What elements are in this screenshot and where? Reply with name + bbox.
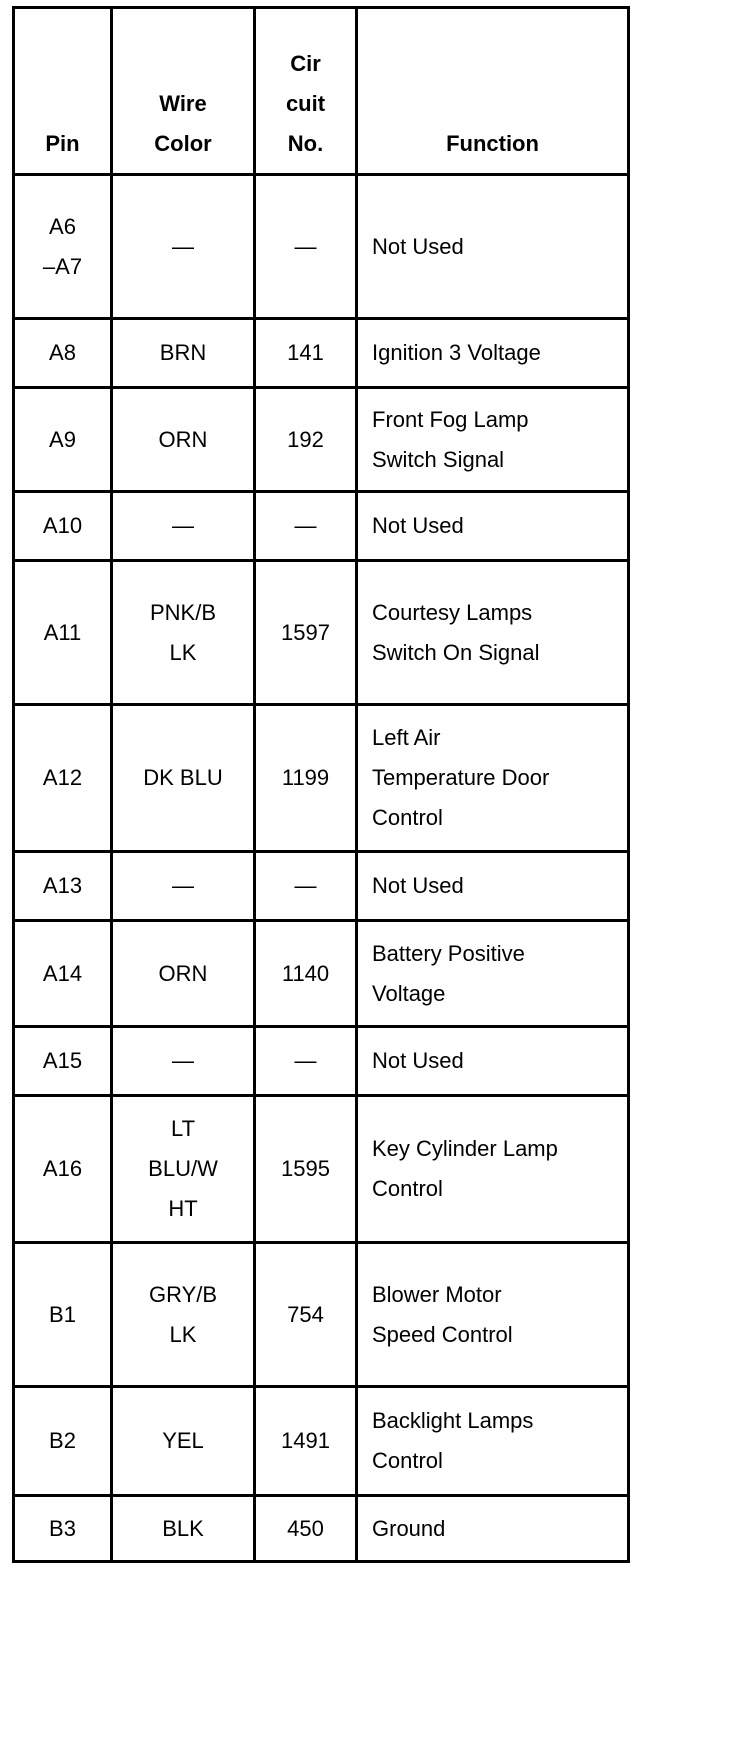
- header-pin: Pin: [14, 8, 112, 175]
- function-cell: Not Used: [357, 1027, 629, 1096]
- circuit-cell: —: [255, 492, 357, 561]
- wire-color-cell: ORN: [112, 921, 255, 1027]
- circuit-cell: —: [255, 1027, 357, 1096]
- function-cell: Ground: [357, 1496, 629, 1562]
- circuit-cell: —: [255, 175, 357, 319]
- function-cell: Key Cylinder Lamp Control: [357, 1096, 629, 1243]
- table-row: [14, 1243, 629, 1387]
- wire-color-cell: —: [112, 852, 255, 921]
- wire-color-cell: BRN: [112, 319, 255, 388]
- circuit-cell: 450: [255, 1496, 357, 1562]
- pin-cell: A9: [14, 388, 112, 492]
- wire-color-cell: BLK: [112, 1496, 255, 1562]
- header-wire-color: Wire Color: [112, 8, 255, 175]
- header-circuit-no: Cir cuit No.: [255, 8, 357, 175]
- wire-color-cell: —: [112, 492, 255, 561]
- function-cell: Courtesy Lamps Switch On Signal: [357, 561, 629, 705]
- function-cell: Not Used: [357, 852, 629, 921]
- circuit-cell: 1140: [255, 921, 357, 1027]
- table-row: [14, 1496, 629, 1562]
- function-cell: Not Used: [357, 492, 629, 561]
- pin-cell: B1: [14, 1243, 112, 1387]
- table-row: [14, 852, 629, 921]
- circuit-cell: 1595: [255, 1096, 357, 1243]
- wire-color-cell: ORN: [112, 388, 255, 492]
- function-cell: Ignition 3 Voltage: [357, 319, 629, 388]
- function-cell: Battery Positive Voltage: [357, 921, 629, 1027]
- wire-color-cell: DK BLU: [112, 705, 255, 852]
- table-row: [14, 1027, 629, 1096]
- function-cell: Not Used: [357, 175, 629, 319]
- circuit-cell: 1491: [255, 1387, 357, 1496]
- circuit-cell: 754: [255, 1243, 357, 1387]
- circuit-cell: 141: [255, 319, 357, 388]
- pinout-table: [12, 6, 630, 1563]
- table-row: [14, 388, 629, 492]
- pin-cell: A6 –A7: [14, 175, 112, 319]
- table-row: [14, 561, 629, 705]
- circuit-cell: 1597: [255, 561, 357, 705]
- table-row: [14, 1096, 629, 1243]
- function-cell: Front Fog Lamp Switch Signal: [357, 388, 629, 492]
- wire-color-cell: GRY/B LK: [112, 1243, 255, 1387]
- table-row: [14, 319, 629, 388]
- table-row: [14, 1387, 629, 1496]
- pin-cell: A11: [14, 561, 112, 705]
- pin-cell: A10: [14, 492, 112, 561]
- wire-color-cell: —: [112, 175, 255, 319]
- pin-cell: A13: [14, 852, 112, 921]
- function-cell: Blower Motor Speed Control: [357, 1243, 629, 1387]
- wire-color-cell: YEL: [112, 1387, 255, 1496]
- table-row: [14, 175, 629, 319]
- pin-cell: B3: [14, 1496, 112, 1562]
- wire-color-cell: LT BLU/W HT: [112, 1096, 255, 1243]
- table-row: [14, 705, 629, 852]
- pin-cell: B2: [14, 1387, 112, 1496]
- wire-color-cell: —: [112, 1027, 255, 1096]
- table-row: [14, 921, 629, 1027]
- pin-cell: A15: [14, 1027, 112, 1096]
- header-function: Function: [357, 8, 629, 175]
- pin-cell: A8: [14, 319, 112, 388]
- function-cell: Left Air Temperature Door Control: [357, 705, 629, 852]
- table-row: [14, 492, 629, 561]
- pin-cell: A16: [14, 1096, 112, 1243]
- header-row: [14, 8, 629, 175]
- function-cell: Backlight Lamps Control: [357, 1387, 629, 1496]
- wire-color-cell: PNK/B LK: [112, 561, 255, 705]
- circuit-cell: —: [255, 852, 357, 921]
- circuit-cell: 192: [255, 388, 357, 492]
- pin-cell: A14: [14, 921, 112, 1027]
- pin-cell: A12: [14, 705, 112, 852]
- circuit-cell: 1199: [255, 705, 357, 852]
